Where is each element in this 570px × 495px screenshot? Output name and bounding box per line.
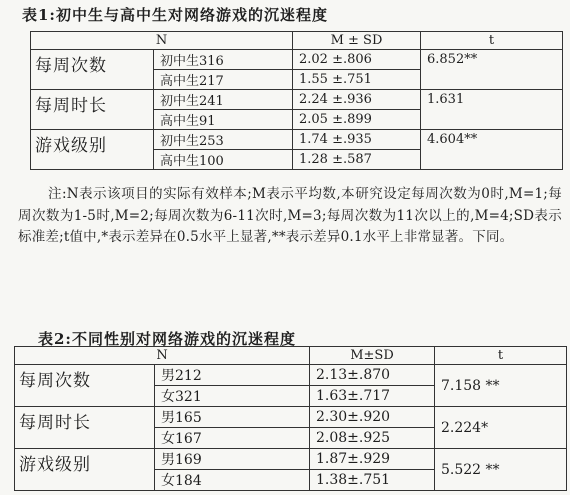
table2-header-n: N — [15, 347, 310, 365]
table2-header-msd: M±SD — [310, 347, 435, 365]
group-msd: 1.63±.717 — [310, 386, 435, 407]
group-msd: 2.08±.925 — [310, 428, 435, 449]
group-msd: 2.05 ±.899 — [293, 110, 421, 130]
group-label: 高中生100 — [154, 150, 293, 170]
group-msd: 1.28 ±.587 — [293, 150, 421, 170]
group-msd: 1.38±.751 — [310, 470, 435, 491]
t-value: 4.604** — [421, 130, 563, 170]
group-msd: 2.02 ±.806 — [293, 50, 421, 70]
table-row — [31, 50, 563, 70]
t-value: 2.224* — [435, 407, 567, 449]
row-category: 游戏级别 — [31, 130, 154, 170]
group-msd: 1.74 ±.935 — [293, 130, 421, 150]
group-label: 初中生316 — [154, 50, 293, 70]
group-label: 男165 — [155, 407, 310, 428]
group-label: 女184 — [155, 470, 310, 491]
table1 — [30, 31, 563, 170]
table1-header-n: N — [31, 32, 293, 50]
row-category: 每周次数 — [15, 365, 155, 407]
table1-header-msd: M ± SD — [293, 32, 421, 50]
t-value: 7.158 ** — [435, 365, 567, 407]
table1-header-t: t — [421, 32, 563, 50]
group-label: 女167 — [155, 428, 310, 449]
group-label: 高中生217 — [154, 70, 293, 90]
t-value: 6.852** — [421, 50, 563, 90]
table2-header-t: t — [435, 347, 567, 365]
table-row — [31, 90, 563, 110]
group-label: 初中生241 — [154, 90, 293, 110]
row-category: 每周时长 — [15, 407, 155, 449]
group-label: 男212 — [155, 365, 310, 386]
table-row — [31, 130, 563, 150]
table2 — [14, 346, 567, 491]
t-value: 1.631 — [421, 90, 563, 130]
group-label: 男169 — [155, 449, 310, 470]
row-category: 游戏级别 — [15, 449, 155, 491]
group-msd: 1.87±.929 — [310, 449, 435, 470]
group-msd: 2.24 ±.936 — [293, 90, 421, 110]
note-text: 注:N表示该项目的实际有效样本;M表示平均数,本研究设定每周次数为0时,M=1;每周次数为1-5时,M=2;每周次数为6-11次时,M=3;每周次数为11次以上的,M=4;SD表示标准差;t值中,*表示差异在0.5水平上显著,**表示差异0.1水平上非常显著。下同。 — [18, 186, 562, 245]
row-category: 每周次数 — [31, 50, 154, 90]
table1-header-row — [31, 32, 563, 50]
group-msd: 2.30±.920 — [310, 407, 435, 428]
table-row — [15, 449, 567, 470]
table-row — [15, 365, 567, 386]
group-label: 初中生253 — [154, 130, 293, 150]
table1-caption: 表1:初中生与高中生对网络游戏的沉迷程度 — [22, 6, 328, 24]
table2-caption: 表2:不同性别对网络游戏的沉迷程度 — [38, 330, 296, 348]
t-value: 5.522 ** — [435, 449, 567, 491]
row-category: 每周时长 — [31, 90, 154, 130]
table-row — [15, 407, 567, 428]
table2-header-row — [15, 347, 567, 365]
group-label: 女321 — [155, 386, 310, 407]
group-msd: 1.55 ±.751 — [293, 70, 421, 90]
group-label: 高中生91 — [154, 110, 293, 130]
group-msd: 2.13±.870 — [310, 365, 435, 386]
table-note — [18, 184, 562, 249]
